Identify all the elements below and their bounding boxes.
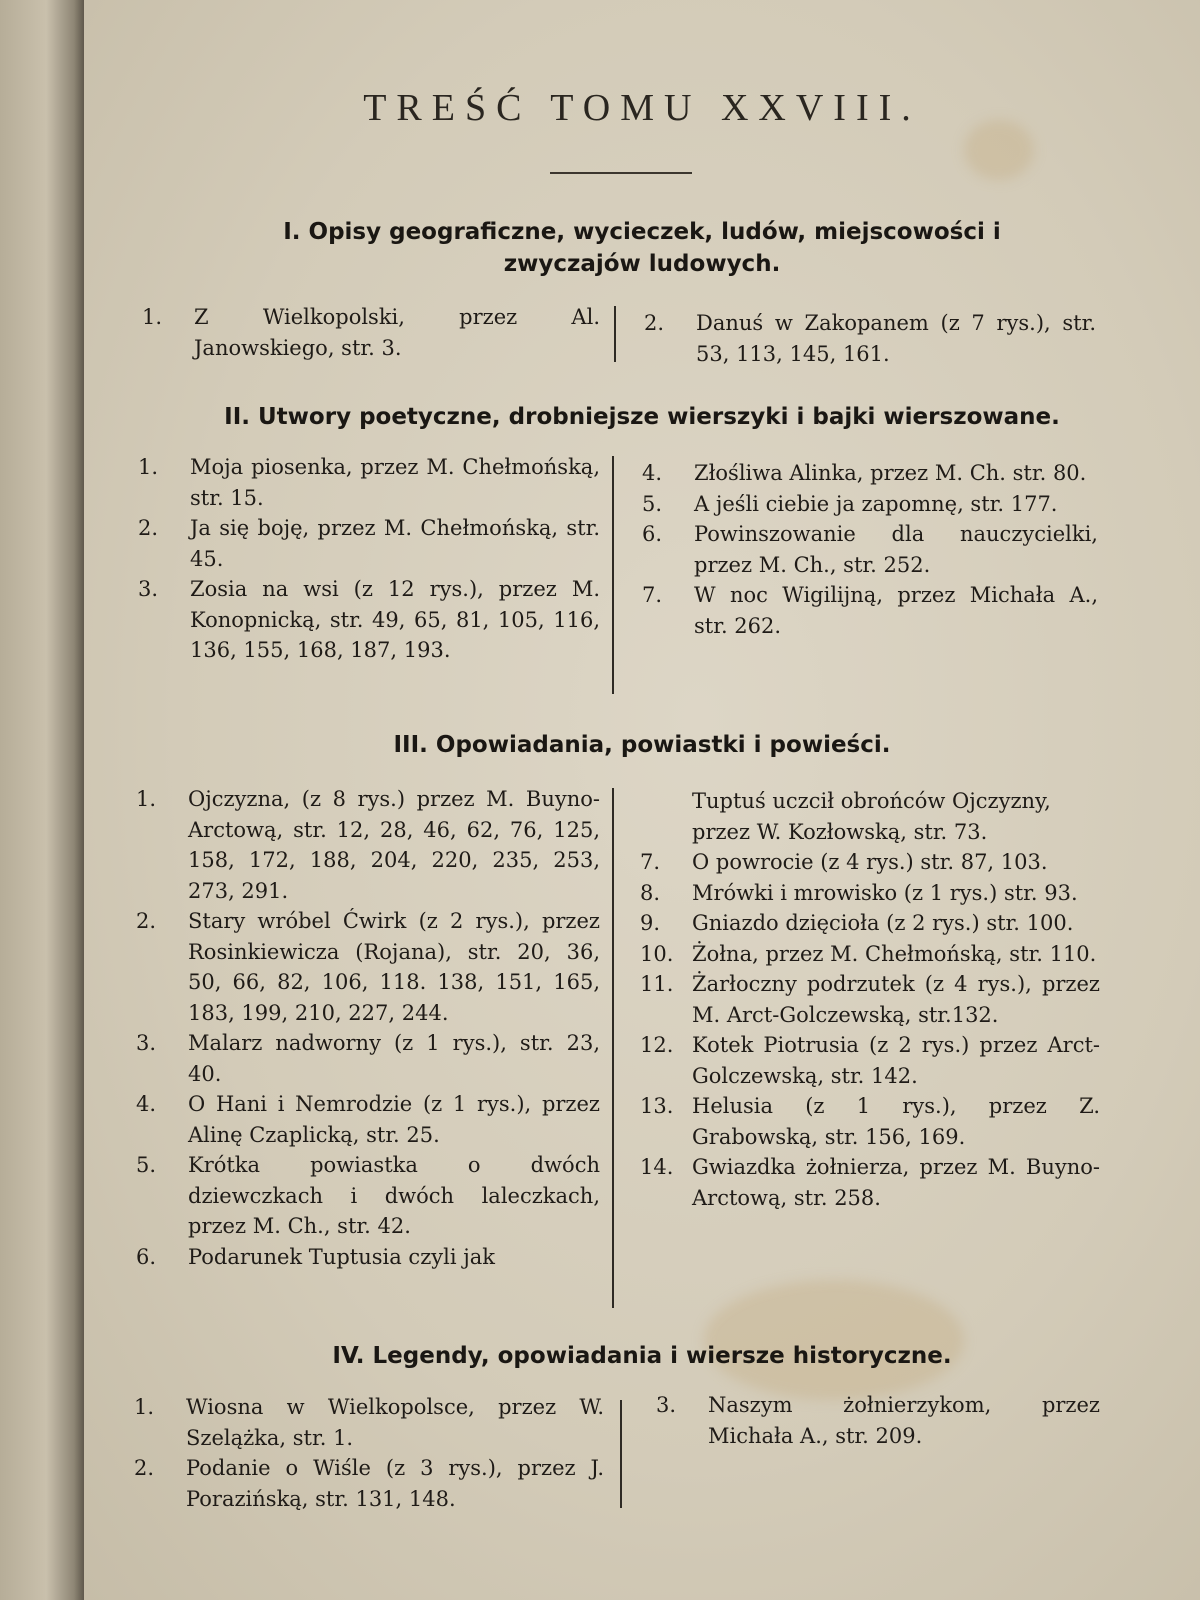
entry-text: Gniazdo dzięcioła (z 2 rys.) str. 100. (692, 911, 1074, 935)
toc-entry (642, 458, 1098, 489)
toc-entry (142, 302, 600, 363)
entry-text: Powinszowanie dla nauczycielki, przez M. Ch., str. 252. (694, 522, 1098, 577)
section-2-left-column (138, 452, 600, 666)
toc-entry (642, 580, 1098, 641)
section-2-right-column (642, 458, 1098, 641)
toc-entry (138, 574, 600, 666)
column-divider (620, 1400, 622, 1508)
section-4-left-column (134, 1392, 604, 1514)
entry-text: Żołna, przez M. Chełmońską, str. 110. (692, 941, 1097, 966)
toc-entry (644, 308, 1096, 369)
entry-text: Krótka powiastka o dwóch dziewczkach i dwóch laleczkach, przez M. Ch., str. 42. (188, 1153, 600, 1238)
entry-text: Stary wróbel Ćwirk (z 2 rys.), przez Rosinkiewicza (Rojana), str. 20, 36, 50, 66, 82, 106, 118. 138, 151, 165, 183, 199, 210, 227, 244. (188, 909, 600, 1025)
entry-number: 13. (640, 1094, 674, 1118)
entry-text: Gwiazdka żołnierza, przez M. Buyno-Arctową, str. 258. (692, 1155, 1100, 1210)
toc-entry (640, 1091, 1100, 1152)
toc-entry (642, 519, 1098, 580)
entry-number: 1. (142, 305, 163, 329)
entry-number: 5. (642, 491, 663, 516)
entry-text: Moja piosenka, przez M. Chełmońską, str. 15. (190, 455, 600, 510)
page-title: TREŚĆ TOMU XXVIII. (363, 87, 921, 129)
column-divider (612, 456, 614, 694)
entry-text: Żarłoczny podrzutek (z 4 rys.), przez M. Arct-Golczewską, str.132. (692, 972, 1100, 1027)
entry-text: Mrówki i mrowisko (z 1 rys.) str. 93. (692, 880, 1078, 905)
book-page (84, 0, 1200, 1600)
entry-number: 2. (136, 909, 157, 933)
entry-text: Złośliwa Alinka, przez M. Ch. str. 80. (694, 461, 1087, 485)
entry-number: 3. (136, 1031, 157, 1055)
entry-text: Wiosna w Wielkopolsce, przez W. Szelążka, str. 1. (186, 1395, 604, 1450)
entry-text: Kotek Piotrusia (z 2 rys.) przez Arct-Golczewską, str. 142. (692, 1033, 1100, 1088)
entry-text: Malarz nadworny (z 1 rys.), str. 23, 40. (188, 1031, 600, 1086)
toc-entry (640, 939, 1100, 970)
entry-number: 8. (640, 880, 661, 905)
entry-text: Ojczyzna, (z 8 rys.) przez M. Buyno-Arctową, str. 12, 28, 46, 62, 76, 125, 158, 172, 188, 204, 220, 235, 253, 273, 291. (188, 787, 600, 903)
entry-number: 6. (136, 1244, 157, 1269)
toc-entry (138, 513, 600, 574)
entry-number: 2. (134, 1456, 155, 1480)
toc-entry (656, 1390, 1100, 1451)
column-divider (614, 306, 616, 362)
section-heading-4: IV. Legendy, opowiadania i wiersze historyczne. (332, 1343, 952, 1369)
toc-entry (136, 1089, 600, 1150)
entry-number: 1. (134, 1395, 155, 1419)
entry-number: 14. (640, 1155, 674, 1179)
entry-number: 3. (656, 1393, 677, 1417)
toc-entry (640, 847, 1100, 878)
entry-text: O Hani i Nemrodzie (z 1 rys.), przez Alinę Czaplicką, str. 25. (188, 1092, 600, 1147)
entry-number: 10. (640, 941, 674, 966)
section-1-left-column (142, 302, 600, 363)
toc-entry (138, 452, 600, 513)
toc-entry (136, 906, 600, 1028)
entry-text: Zosia na wsi (z 12 rys.), przez M. Konopnicką, str. 49, 65, 81, 105, 116, 136, 155, 168, 187, 193. (190, 577, 600, 662)
toc-entry (134, 1392, 604, 1453)
section-3-right-column (640, 786, 1100, 1213)
entry-number: 7. (642, 583, 663, 607)
toc-entry (640, 1152, 1100, 1213)
entry-number: 5. (136, 1153, 157, 1177)
entry-text: Ja się boję, przez M. Chełmońską, str. 45. (190, 516, 600, 571)
book-gutter (0, 0, 84, 1600)
entry-number: 11. (640, 972, 674, 996)
entry-text: Podanie o Wiśle (z 3 rys.), przez J. Porazińską, str. 131, 148. (186, 1456, 604, 1511)
toc-entry-continuation: Tuptuś uczcił obrońców Ojczyzny, przez W. Kozłowską, str. 73. (692, 789, 1051, 844)
section-3-left-column (136, 784, 600, 1272)
entry-number: 7. (640, 850, 661, 874)
entry-text: Danuś w Zakopanem (z 7 rys.), str. 53, 113, 145, 161. (696, 311, 1096, 366)
entry-text: Naszym żołnierzykom, przez Michała A., str. 209. (708, 1393, 1100, 1448)
entry-number: 1. (138, 455, 159, 479)
toc-entry (134, 1453, 604, 1514)
toc-entry (136, 1242, 600, 1273)
toc-entry (640, 908, 1100, 939)
entry-text: A jeśli ciebie ja zapomnę, str. 177. (694, 491, 1058, 516)
section-4-right-column (656, 1390, 1100, 1451)
entry-text: Podarunek Tuptusia czyli jak (188, 1244, 495, 1269)
entry-text: W noc Wigilijną, przez Michała A., str. 262. (694, 583, 1098, 638)
title-divider (550, 172, 692, 174)
toc-entry (640, 878, 1100, 909)
entry-number: 12. (640, 1033, 674, 1057)
toc-entry (642, 489, 1098, 520)
entry-text: O powrocie (z 4 rys.) str. 87, 103. (692, 850, 1048, 874)
section-heading-2: II. Utwory poetyczne, drobniejsze wierszyki i bajki wierszowane. (224, 404, 1060, 430)
entry-number: 6. (642, 522, 663, 546)
section-heading-1: I. Opisy geograficzne, wycieczek, ludów, miejscowości i zwyczajów ludowych. (283, 219, 1001, 277)
toc-entry (136, 1028, 600, 1089)
toc-entry (640, 1030, 1100, 1091)
entry-text: Helusia (z 1 rys.), przez Z. Grabowską, str. 156, 169. (692, 1094, 1100, 1149)
entry-text: Z Wielkopolski, przez Al. Janowskiego, str. 3. (194, 305, 600, 360)
toc-entry (136, 784, 600, 906)
section-heading-3: III. Opowiadania, powiastki i powieści. (393, 732, 891, 758)
entry-number: 9. (640, 911, 661, 935)
entry-number: 4. (136, 1092, 157, 1116)
entry-number: 1. (136, 787, 157, 811)
entry-number: 2. (138, 516, 159, 540)
entry-number: 2. (644, 311, 665, 335)
column-divider (612, 788, 614, 1308)
toc-entry (640, 969, 1100, 1030)
toc-entry (136, 1150, 600, 1242)
entry-number: 4. (642, 461, 663, 485)
entry-number: 3. (138, 577, 159, 601)
section-1-right-column (644, 308, 1096, 369)
